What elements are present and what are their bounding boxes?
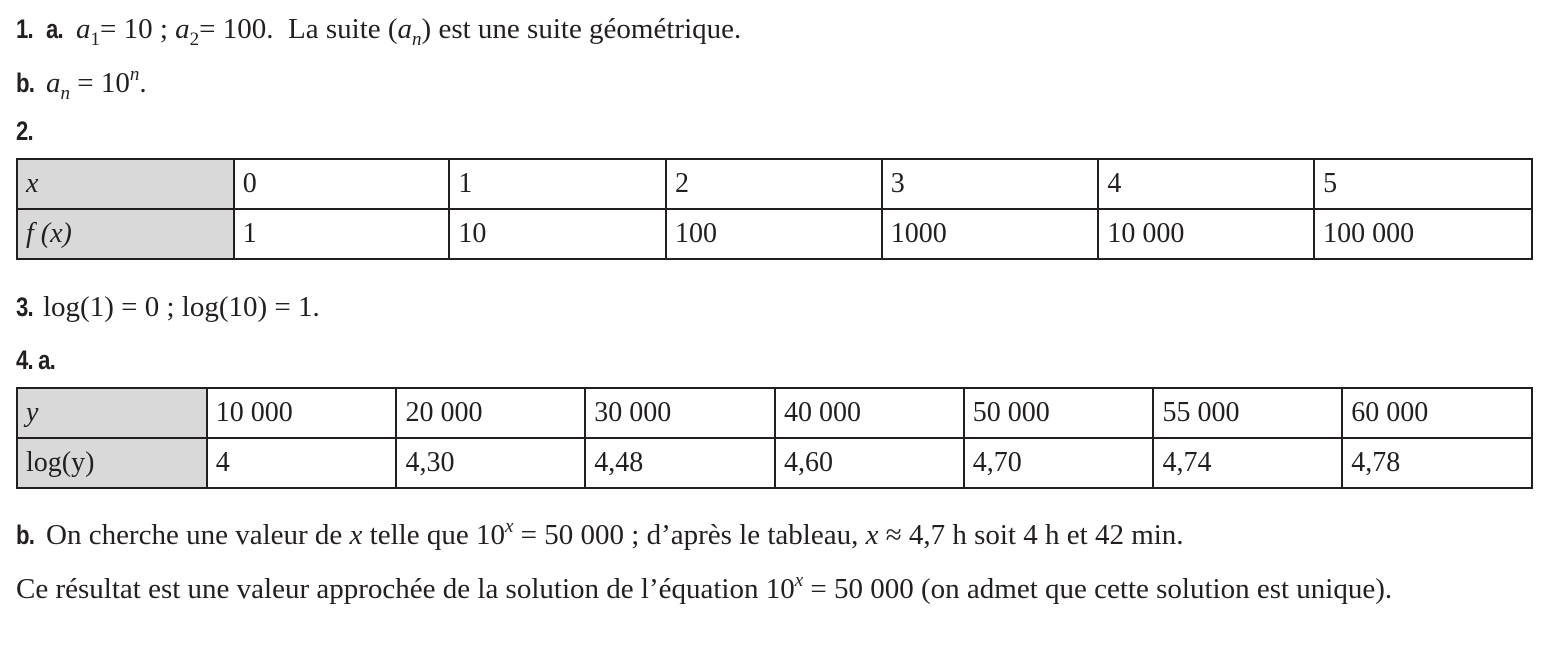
x-cell: 0 [234,159,450,209]
logy-cell: 4,30 [396,438,585,488]
x-cell: 2 [666,159,882,209]
conclusion-text-2: = 50 000 (on admet que cette solution est unique). [803,573,1393,605]
q1-line-a [16,12,742,50]
q2-number: 2. [16,116,33,146]
table-row-logy [17,438,1532,488]
sequence-symbol: a [397,13,413,45]
q4-number: 4. a. [16,345,55,375]
a1-symbol: a [76,13,91,45]
y-cell: 50 000 [964,388,1154,438]
row-header-fx: f (x) [17,209,234,259]
row-header-x: x [17,159,234,209]
fx-cell: 10 000 [1098,209,1314,259]
conclusion-text-1: Ce résultat est une valeur approchée de la solution de l’équation 10 [16,573,795,605]
fx-cell: 1 [234,209,450,259]
sequence-subscript: n [412,29,422,50]
logy-cell: 4,60 [775,438,964,488]
q3-text: log(1) = 0 ; log(10) = 1. [43,291,320,323]
row-header-logy: log(y) [17,438,207,488]
table-x-fx [16,158,1533,260]
an-exponent: n [129,64,140,85]
logy-cell: 4,78 [1342,438,1532,488]
q4-part-b-label: b. [16,520,35,550]
q2-heading [16,114,37,148]
q4-part-b [16,518,1184,552]
a2-symbol: a [175,13,190,45]
q4b-exponent: x [504,516,514,537]
table-row-x [17,159,1532,209]
q4-heading [16,343,64,377]
a2-value: = 100. [199,13,274,45]
y-cell: 55 000 [1153,388,1342,438]
an-subscript: n [60,83,70,104]
logy-cell: 4,74 [1153,438,1342,488]
fx-cell: 1000 [882,209,1099,259]
logy-cell: 4 [207,438,397,488]
conclusion-paragraph [16,568,1536,610]
q1-line-b [16,64,147,104]
q4b-text-3: = 50 000 ; d’après le tableau, [513,519,866,551]
row-header-y: y [17,388,207,438]
x-cell: 1 [449,159,666,209]
q4b-x2: x [865,519,879,551]
table-row-fx [17,209,1532,259]
q4b-text-4: ≈ 4,7 h soit 4 h et 42 min. [878,519,1184,551]
y-cell: 20 000 [396,388,585,438]
q1-part-a-label: a. [46,14,63,44]
q1-text-before: La suite ( [288,13,398,45]
q4b-text-2: telle que 10 [362,519,505,551]
a1-value: = 10 ; [100,13,176,45]
logy-cell: 4,48 [585,438,775,488]
q1-text-after: ) est une suite géométrique. [421,13,742,45]
y-cell: 40 000 [775,388,964,438]
x-cell: 5 [1314,159,1532,209]
logy-cell: 4,70 [964,438,1154,488]
q4b-text-1: On cherche une valeur de [46,519,350,551]
fx-cell: 10 [449,209,666,259]
q1-part-b-label: b. [16,68,35,98]
q1-number: 1. [16,14,33,44]
an-symbol: a [46,67,61,99]
a2-subscript: 2 [189,29,200,50]
an-period: . [139,67,147,99]
a1-subscript: 1 [90,29,100,50]
q4b-x: x [349,519,363,551]
table-y-logy [16,387,1533,489]
x-cell: 4 [1098,159,1314,209]
x-cell: 3 [882,159,1099,209]
an-equals: = 10 [70,67,130,99]
conclusion-exponent: x [794,570,804,591]
fx-cell: 100 [666,209,882,259]
table-row-y [17,388,1532,438]
y-cell: 60 000 [1342,388,1532,438]
q3-line [16,290,320,324]
y-cell: 30 000 [585,388,775,438]
fx-cell: 100 000 [1314,209,1532,259]
y-cell: 10 000 [207,388,397,438]
q3-number: 3. [16,292,33,322]
